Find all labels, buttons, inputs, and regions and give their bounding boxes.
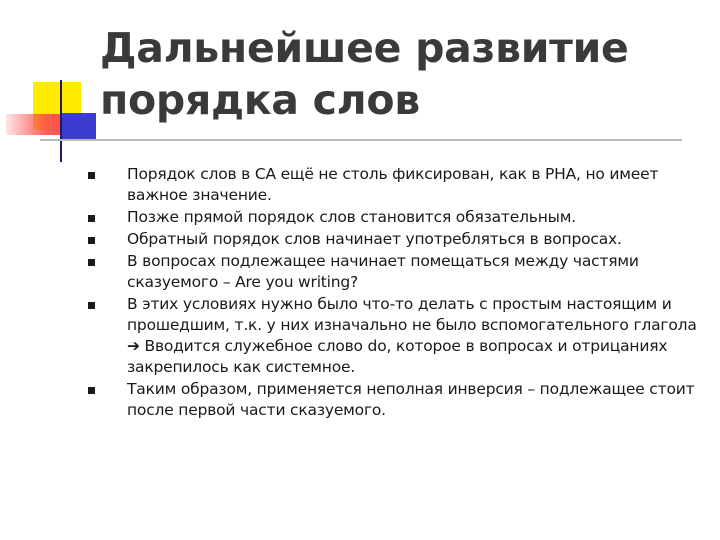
title-line-2: порядка слов (100, 76, 420, 124)
bullet-text: Позже прямой порядок слов становится обязательным. (127, 208, 576, 226)
bullet-square-icon (88, 215, 95, 222)
bullet-square-icon (88, 259, 95, 266)
bullet-text: В этих условиях нужно было что-то делать с простым настоящим и прошедшим, т.к. у них изначально не было вспомогательного глагола ➔ Вводится служебное слово do, которое в вопросах и отрицаниях закрепилось как системное. (127, 295, 697, 376)
list-item (88, 229, 708, 250)
bullet-text: Порядок слов в СА ещё не столь фиксирован, как в РНА, но имеет важное значение. (127, 165, 659, 204)
list-item (88, 294, 708, 378)
bullet-square-icon (88, 387, 95, 394)
title-divider (40, 139, 682, 141)
deco-red-bar (6, 114, 62, 135)
list-item (88, 379, 708, 421)
bullet-text: В вопросах подлежащее начинает помещаться между частями сказуемого – Are you writing? (127, 252, 639, 291)
bullet-text: Обратный порядок слов начинает употребляться в вопросах. (127, 230, 622, 248)
list-item (88, 251, 708, 293)
title-line-1: Дальнейшее развитие (100, 24, 629, 72)
slide-title (100, 22, 700, 126)
bullet-list (88, 164, 708, 422)
bullet-text: Таким образом, применяется неполная инверсия – подлежащее стоит после первой части сказуемого. (127, 380, 695, 419)
list-item (88, 207, 708, 228)
bullet-square-icon (88, 172, 95, 179)
bullet-square-icon (88, 237, 95, 244)
list-item (88, 164, 708, 206)
deco-blue-square (62, 113, 96, 141)
bullet-square-icon (88, 302, 95, 309)
